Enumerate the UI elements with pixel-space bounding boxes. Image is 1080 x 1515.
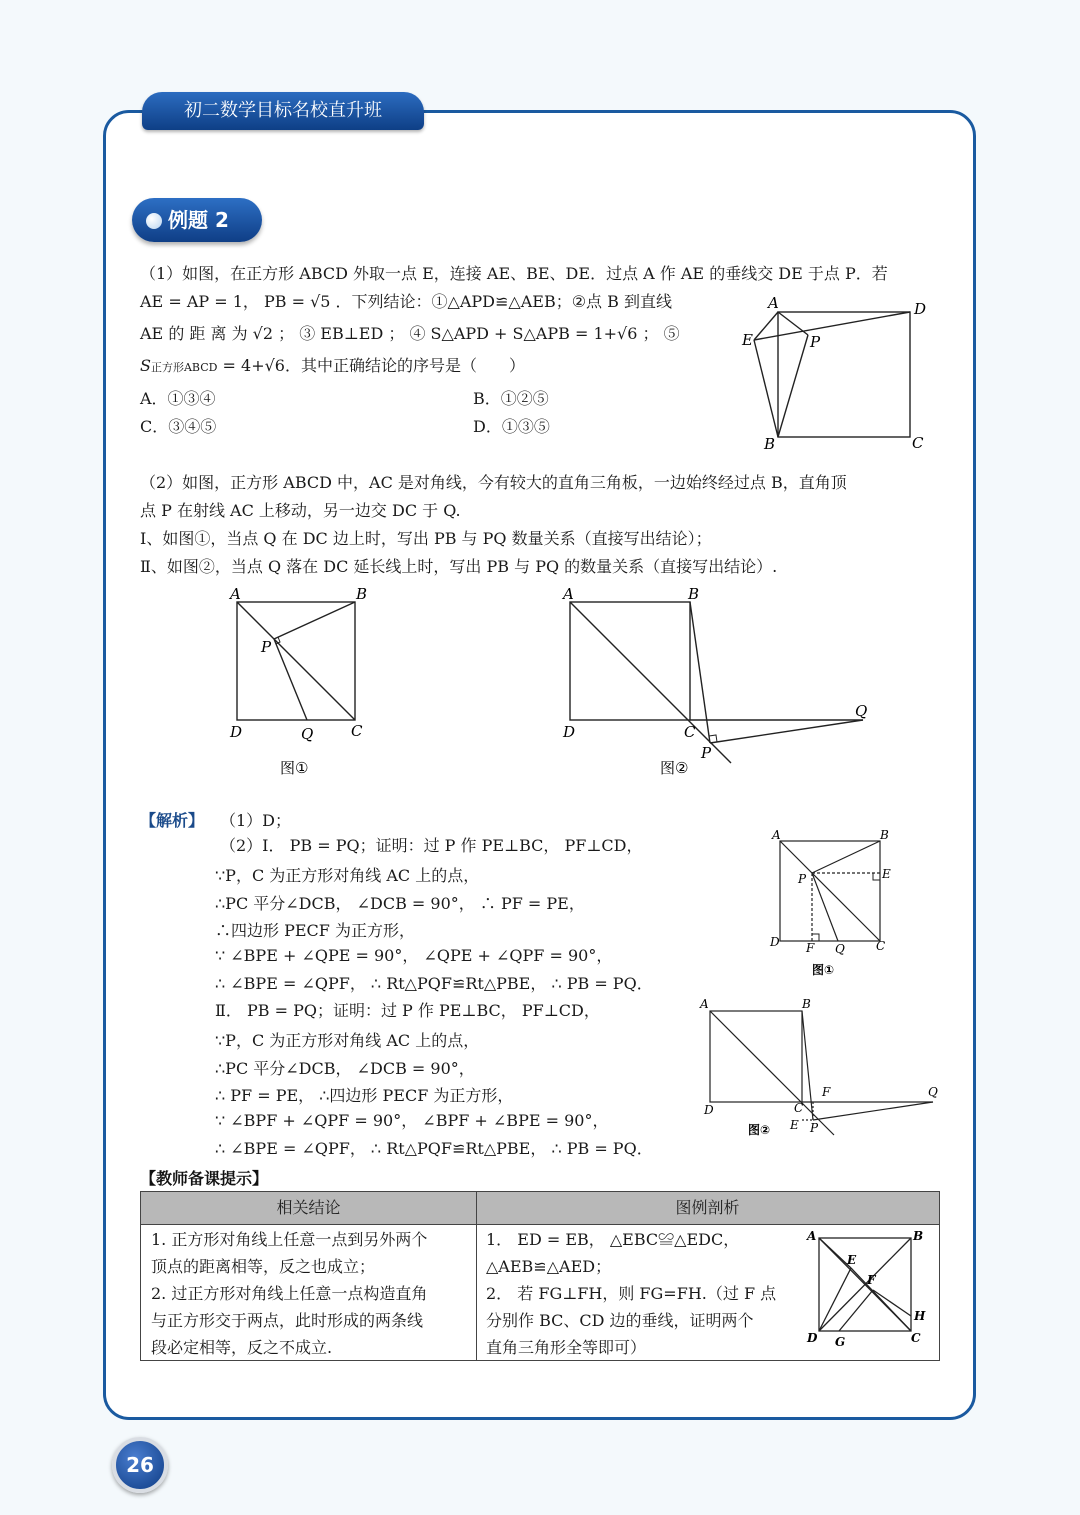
teacher-right-line: △AEB≌△AED；: [486, 1257, 612, 1276]
q2-fig1-label-b: B: [356, 585, 368, 603]
teacher-right-line: 分别作 BC、CD 边的垂线，证明两个: [486, 1311, 754, 1330]
bullet-dot-icon: [146, 213, 162, 229]
q1-fig-label-a: A: [768, 294, 779, 312]
sol-fig2-label-q: Q: [928, 1085, 938, 1099]
teacher-fig-label-b: B: [913, 1229, 924, 1243]
q2-figure-2: [555, 585, 885, 780]
teacher-fig-label-e: E: [847, 1253, 857, 1267]
solution-line-8: ∵P，C 为正方形对角线 AC 上的点，: [215, 1031, 480, 1050]
q1-area-symbol: S: [140, 356, 151, 375]
teacher-col1-header: 相关结论: [141, 1192, 476, 1225]
q2-fig2-caption: 图②: [660, 759, 689, 777]
sol-fig1-label-d: D: [770, 935, 780, 949]
sol-fig2-label-d: D: [704, 1103, 714, 1117]
q2-fig2-label-c: C: [684, 723, 696, 741]
q1-option-b: B．①②⑤: [473, 389, 549, 408]
solution-line-10: ∴ PF = PE， ∴四边形 PECF 为正方形，: [215, 1086, 514, 1105]
q2-line-1: （2）如图，正方形 ABCD 中，AC 是对角线，今有较大的直角三角板，一边始终经过点 B，直角顶: [140, 473, 847, 492]
example-badge: [132, 198, 262, 242]
q1-fig-label-e: E: [742, 331, 753, 349]
solution-figure-1: [768, 828, 898, 980]
q2-fig2-label-a: A: [563, 585, 574, 603]
teacher-right-cell: [486, 1226, 796, 1361]
solution-line-6: ∴ ∠BPE = ∠QPF， ∴ Rt△PQF≌Rt△PBE， ∴ PB = PQ．: [215, 974, 653, 993]
page-number: 26: [112, 1437, 168, 1493]
q1-line-1: （1）如图，在正方形 ABCD 外取一点 E，连接 AE、BE、DE．过点 A 作 AE 的垂线交 DE 于点 P．若: [140, 264, 888, 283]
teacher-table: [140, 1191, 940, 1361]
q1-line-4: [140, 355, 525, 379]
solution-line-3: ∴PC 平分∠DCB， ∠DCB = 90°， ∴ PF = PE，: [215, 894, 585, 913]
solution-line-2: ∵P，C 为正方形对角线 AC 上的点，: [215, 866, 480, 885]
q1-fig-label-c: C: [912, 434, 924, 452]
sol-fig1-caption: 图①: [812, 963, 835, 977]
q2-fig2-label-d: D: [563, 723, 576, 741]
sol-fig2-label-f: F: [822, 1085, 831, 1099]
solution-line-0: （1）D；: [220, 811, 292, 830]
q2-fig1-label-p: P: [261, 638, 272, 656]
q2-line-2: 点 P 在射线 AC 上移动，另一边交 DC 于 Q.: [140, 501, 461, 520]
teacher-fig-label-a: A: [807, 1229, 817, 1243]
sol-fig1-label-b: B: [880, 828, 889, 842]
teacher-figure: [803, 1228, 933, 1353]
sol-fig1-label-q: Q: [835, 942, 845, 956]
q2-line-4: Ⅱ、如图②，当点 Q 落在 DC 延长线上时，写出 PB 与 PQ 的数量关系（直接写出结论）.: [140, 557, 778, 576]
teacher-col2-header: 图例剖析: [476, 1192, 939, 1225]
q2-fig2-label-b: B: [688, 585, 700, 603]
teacher-right-line: 直角三角形全等即可）: [486, 1338, 647, 1357]
teacher-fig-label-h: H: [914, 1309, 926, 1323]
sol-fig1-label-p: P: [798, 872, 807, 886]
q2-fig1-label-d: D: [230, 723, 243, 741]
solution-line-4: ∴四边形 PECF 为正方形，: [215, 921, 415, 940]
teacher-fig-label-f: F: [867, 1273, 876, 1287]
q1-option-d: D．①③⑤: [473, 417, 550, 436]
q2-fig1-label-a: A: [230, 585, 241, 603]
teacher-fig-label-c: C: [911, 1331, 921, 1345]
sol-fig1-label-e: E: [882, 867, 891, 881]
sol-fig2-label-p: P: [810, 1121, 819, 1135]
q2-fig1-caption: 图①: [280, 759, 309, 777]
q2-line-3: Ⅰ、如图①，当点 Q 在 DC 边上时，写出 PB 与 PQ 数量关系（直接写出结论）；: [140, 529, 712, 548]
q1-figure: [740, 295, 940, 455]
q1-fig-label-p: P: [810, 333, 821, 351]
table-divider: [476, 1192, 477, 1360]
q1-line-3: AE 的 距 离 为 √2 ； ③ EB⊥ED ； ④ S△APD + S△APB = 1+√6 ； ⑤: [140, 324, 680, 343]
solution-line-1: （2）Ⅰ． PB = PQ；证明：过 P 作 PE⊥BC， PF⊥CD，: [220, 836, 643, 855]
teacher-fig-label-g: G: [835, 1335, 846, 1349]
teacher-left-line: 2. 过正方形对角线上任意一点构造直角: [151, 1284, 428, 1303]
q1-line-2: AE = AP = 1， PB = √5 ．下列结论：①△APD≌△AEB；②点 B 到直线: [140, 292, 672, 311]
sol-fig2-label-c: C: [794, 1101, 804, 1115]
q2-fig2-label-p: P: [701, 744, 712, 762]
q2-fig2-label-q: Q: [855, 702, 868, 720]
sol-fig2-label-e: E: [790, 1118, 799, 1132]
teacher-left-cell: [151, 1226, 471, 1361]
teacher-right-line: 2． 若 FG⊥FH，则 FG=FH.（过 F 点: [486, 1284, 777, 1303]
teacher-right-line: 1． ED = EB， △EBC≌△EDC，: [486, 1230, 740, 1249]
solution-line-11: ∵ ∠BPF + ∠QPF = 90°， ∠BPF + ∠BPE = 90°，: [215, 1111, 609, 1130]
q2-fig1-label-c: C: [351, 722, 363, 740]
q1-fig-label-b: B: [764, 435, 776, 453]
solution-tag: 【解析】: [140, 811, 205, 830]
solution-figure-2: [698, 996, 948, 1141]
q1-fig-label-d: D: [914, 300, 927, 318]
q2-figure-1: [225, 585, 375, 780]
solution-line-5: ∵ ∠BPE + ∠QPE = 90°， ∠QPE + ∠QPF = 90°，: [215, 946, 613, 965]
sol-fig2-label-b: B: [802, 997, 811, 1011]
header-title: 初二数学目标名校直升班: [142, 92, 424, 130]
solution-line-12: ∴ ∠BPE = ∠QPF， ∴ Rt△PQF≌Rt△PBE， ∴ PB = PQ．: [215, 1139, 653, 1158]
q2-fig1-label-q: Q: [301, 725, 314, 743]
q1-option-c: C．③④⑤: [140, 417, 217, 436]
teacher-left-line: 段必定相等，反之不成立.: [151, 1338, 333, 1357]
teacher-tag: 【教师备课提示】: [140, 1169, 269, 1188]
sol-fig1-label-c: C: [876, 939, 886, 953]
teacher-left-line: 与正方形交于两点，此时形成的两条线: [151, 1311, 424, 1330]
solution-line-9: ∴PC 平分∠DCB， ∠DCB = 90°，: [215, 1059, 475, 1078]
teacher-left-line: 1. 正方形对角线上任意一点到另外两个: [151, 1230, 428, 1249]
sol-fig1-label-a: A: [772, 828, 781, 842]
solution-line-7: Ⅱ． PB = PQ；证明：过 P 作 PE⊥BC， PF⊥CD，: [215, 1001, 600, 1020]
teacher-left-line: 顶点的距离相等，反之也成立；: [151, 1257, 376, 1276]
example-label: 例题 2: [168, 208, 229, 232]
q1-area-subscript: 正方形ABCD: [150, 361, 218, 374]
sol-fig2-label-a: A: [700, 997, 709, 1011]
sol-fig2-caption: 图②: [748, 1123, 771, 1137]
teacher-fig-label-d: D: [807, 1331, 818, 1345]
q1-line-4-rest: = 4+√6．其中正确结论的序号是（ ）: [217, 356, 525, 375]
sol-fig1-label-f: F: [806, 941, 815, 955]
q1-option-a: A．①③④: [140, 389, 216, 408]
